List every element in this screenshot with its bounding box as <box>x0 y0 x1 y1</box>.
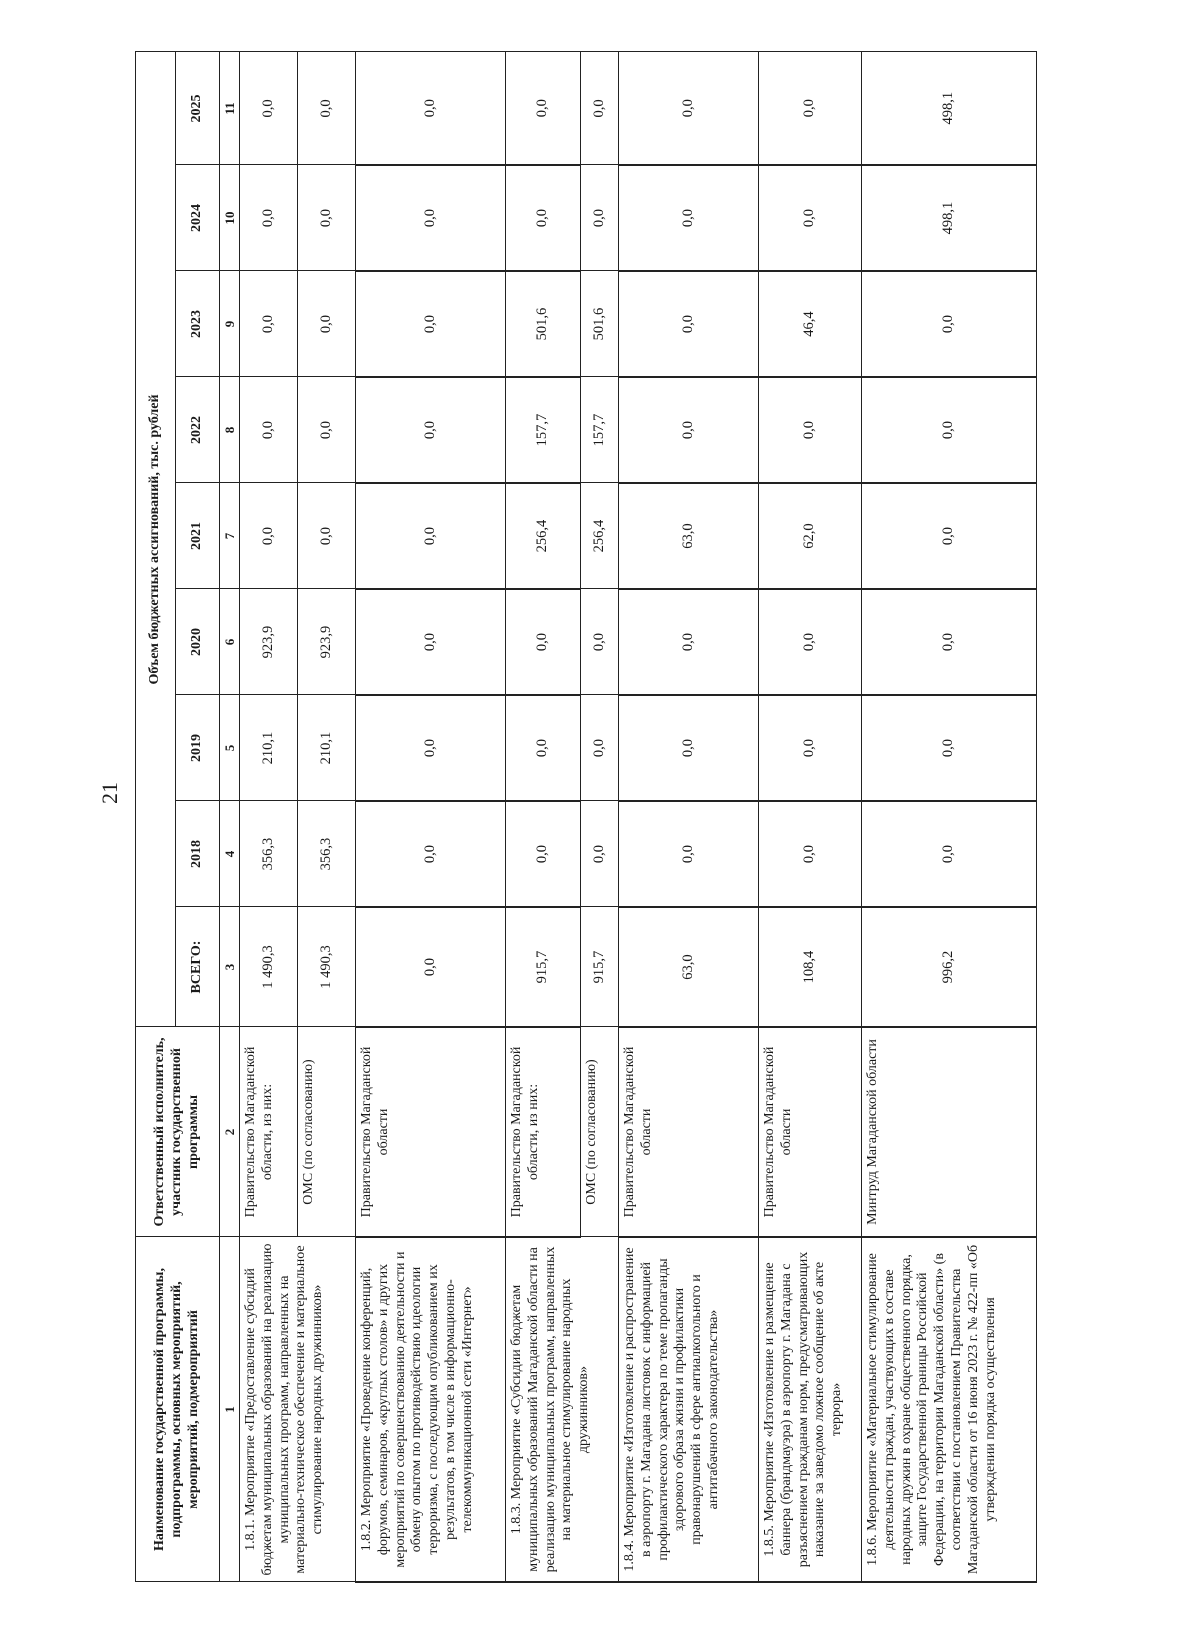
value-2025: 0,0 <box>619 52 759 165</box>
column-index: 1 <box>220 1237 240 1582</box>
column-index: 6 <box>220 589 240 695</box>
value-2021: 0,0 <box>298 483 356 589</box>
column-index: 2 <box>220 1027 240 1237</box>
value-2021: 256,4 <box>581 483 619 589</box>
header-year: 2021 <box>176 483 220 589</box>
value-2019: 0,0 <box>619 695 759 801</box>
value-total: 0,0 <box>356 907 506 1027</box>
value-total: 1 490,3 <box>240 907 298 1027</box>
value-2019: 0,0 <box>356 695 506 801</box>
value-2020: 923,9 <box>240 589 298 695</box>
value-2020: 0,0 <box>619 589 759 695</box>
row-name: 1.8.6. Мероприятие «Материальное стимулирование деятельности граждан, участвующих в составе народных дружин в охране общественного порядка, защите Государственной границы Российской Федерации, на территории Магаданской области» (в соответствии с постановлением Правительства Магаданской области от 16 июня 2023 г. № 422-пп «Об утверждении порядка осуществления <box>862 1237 1037 1582</box>
value-2018: 0,0 <box>356 801 506 907</box>
row-executor: Правительство Магаданской области <box>356 1027 506 1237</box>
column-index: 10 <box>220 165 240 271</box>
value-2019: 210,1 <box>240 695 298 801</box>
row-executor: Минтруд Магаданской области <box>862 1027 1037 1237</box>
value-2025: 0,0 <box>506 52 581 165</box>
value-2020: 0,0 <box>759 589 862 695</box>
value-2018: 356,3 <box>298 801 356 907</box>
value-total: 63,0 <box>619 907 759 1027</box>
row-executor: Правительство Магаданской области <box>759 1027 862 1237</box>
value-2024: 0,0 <box>506 165 581 271</box>
value-2023: 0,0 <box>356 271 506 377</box>
header-year: 2023 <box>176 271 220 377</box>
value-total: 108,4 <box>759 907 862 1027</box>
page-number: 21 <box>97 782 122 804</box>
row-executor: ОМС (по согласованию) <box>581 1027 619 1237</box>
table-row <box>862 52 1037 1582</box>
value-2018: 0,0 <box>619 801 759 907</box>
column-index: 5 <box>220 695 240 801</box>
value-total: 915,7 <box>506 907 581 1027</box>
value-2022: 157,7 <box>581 377 619 483</box>
value-2025: 0,0 <box>298 52 356 165</box>
value-2024: 0,0 <box>581 165 619 271</box>
row-name: 1.8.1. Мероприятие «Предоставление субсидий бюджетам муниципальных образований на реализацию муниципальных программ, направленных на материально-техническое обеспечение и материальное стимулирование народных дружинников» <box>240 1237 356 1582</box>
value-2022: 0,0 <box>759 377 862 483</box>
table-row <box>356 52 506 1582</box>
header-year: 2019 <box>176 695 220 801</box>
header-year: 2024 <box>176 165 220 271</box>
value-2020: 0,0 <box>581 589 619 695</box>
value-2018: 0,0 <box>862 801 1037 907</box>
value-2020: 0,0 <box>356 589 506 695</box>
value-total: 1 490,3 <box>298 907 356 1027</box>
value-2019: 0,0 <box>581 695 619 801</box>
value-2023: 501,6 <box>506 271 581 377</box>
row-executor: Правительство Магаданской области, из них: <box>506 1027 581 1237</box>
column-index: 9 <box>220 271 240 377</box>
value-2025: 498,1 <box>862 52 1037 165</box>
value-2024: 0,0 <box>298 165 356 271</box>
value-2018: 0,0 <box>506 801 581 907</box>
value-2025: 0,0 <box>356 52 506 165</box>
value-2018: 0,0 <box>581 801 619 907</box>
header-name-column: Наименование государственной программы, подпрограммы, основных мероприятий, мероприятий, подмероприятий <box>136 1237 220 1582</box>
value-2023: 501,6 <box>581 271 619 377</box>
value-2021: 62,0 <box>759 483 862 589</box>
row-name: 1.8.2. Мероприятие «Проведение конференций, форумов, семинаров, «круглых столов» и других мероприятий по совершенствованию деятельности и обмену опытом по противодействию идеологии терроризма, с последующим опубликованием их результатов, в том числе в информационно-телекоммуникационной сети «Интернет» <box>356 1237 506 1582</box>
value-2019: 0,0 <box>862 695 1037 801</box>
row-executor: Правительство Магаданской области <box>619 1027 759 1237</box>
value-2018: 356,3 <box>240 801 298 907</box>
value-2021: 0,0 <box>356 483 506 589</box>
value-2019: 0,0 <box>506 695 581 801</box>
value-2022: 0,0 <box>240 377 298 483</box>
value-2021: 0,0 <box>240 483 298 589</box>
value-2021: 0,0 <box>862 483 1037 589</box>
value-2024: 0,0 <box>619 165 759 271</box>
header-year: 2025 <box>176 52 220 165</box>
value-2019: 0,0 <box>759 695 862 801</box>
value-2021: 63,0 <box>619 483 759 589</box>
value-2024: 0,0 <box>759 165 862 271</box>
row-name: 1.8.4. Мероприятие «Изготовление и распространение в аэропорту г. Магадана листовок с информацией профилактического характера по теме пропаганды здорового образа жизни и профилактики правонарушений в сфере антиалкогольного и антитабачного законодательства» <box>619 1237 759 1582</box>
value-2024: 0,0 <box>240 165 298 271</box>
value-2023: 0,0 <box>240 271 298 377</box>
header-executor-column: Ответственный исполнитель, участник государственной программы <box>136 1027 220 1237</box>
budget-table <box>135 51 1037 1583</box>
value-2025: 0,0 <box>759 52 862 165</box>
value-2022: 0,0 <box>862 377 1037 483</box>
column-index: 3 <box>220 907 240 1027</box>
value-total: 915,7 <box>581 907 619 1027</box>
table-row <box>619 52 759 1582</box>
value-2023: 46,4 <box>759 271 862 377</box>
column-index: 7 <box>220 483 240 589</box>
value-2022: 0,0 <box>356 377 506 483</box>
column-index: 8 <box>220 377 240 483</box>
column-index: 11 <box>220 52 240 165</box>
header-budget-group: Объем бюджетных ассигнований, тыс. рублей <box>136 52 176 1027</box>
value-2023: 0,0 <box>862 271 1037 377</box>
value-2024: 498,1 <box>862 165 1037 271</box>
table-row <box>240 52 298 1582</box>
value-2020: 0,0 <box>862 589 1037 695</box>
value-2025: 0,0 <box>240 52 298 165</box>
row-executor: ОМС (по согласованию) <box>298 1027 356 1237</box>
row-name: 1.8.5. Мероприятие «Изготовление и размещение баннера (брандмауэра) в аэропорту г. Магадана с разъяснением гражданам норм, предусматривающих наказание за заведомо ложное сообщение об акте террора» <box>759 1237 862 1582</box>
rotated-table-container <box>135 53 1052 1583</box>
value-2023: 0,0 <box>298 271 356 377</box>
header-year: 2018 <box>176 801 220 907</box>
value-2019: 210,1 <box>298 695 356 801</box>
value-2024: 0,0 <box>356 165 506 271</box>
header-year: 2022 <box>176 377 220 483</box>
value-2022: 0,0 <box>298 377 356 483</box>
value-total: 996,2 <box>862 907 1037 1027</box>
value-2022: 157,7 <box>506 377 581 483</box>
table-row <box>506 52 581 1582</box>
header-year: 2020 <box>176 589 220 695</box>
value-2022: 0,0 <box>619 377 759 483</box>
column-index: 4 <box>220 801 240 907</box>
value-2023: 0,0 <box>619 271 759 377</box>
value-2020: 0,0 <box>506 589 581 695</box>
value-2021: 256,4 <box>506 483 581 589</box>
header-total: ВСЕГО: <box>176 907 220 1027</box>
row-executor: Правительство Магаданской области, из них: <box>240 1027 298 1237</box>
table-row <box>759 52 862 1582</box>
value-2020: 923,9 <box>298 589 356 695</box>
value-2018: 0,0 <box>759 801 862 907</box>
row-name: 1.8.3. Мероприятие «Субсидии бюджетам муниципальных образований Магаданской области на реализацию муниципальных программ, направленных на материальное стимулирование народных дружинников» <box>506 1237 619 1582</box>
value-2025: 0,0 <box>581 52 619 165</box>
